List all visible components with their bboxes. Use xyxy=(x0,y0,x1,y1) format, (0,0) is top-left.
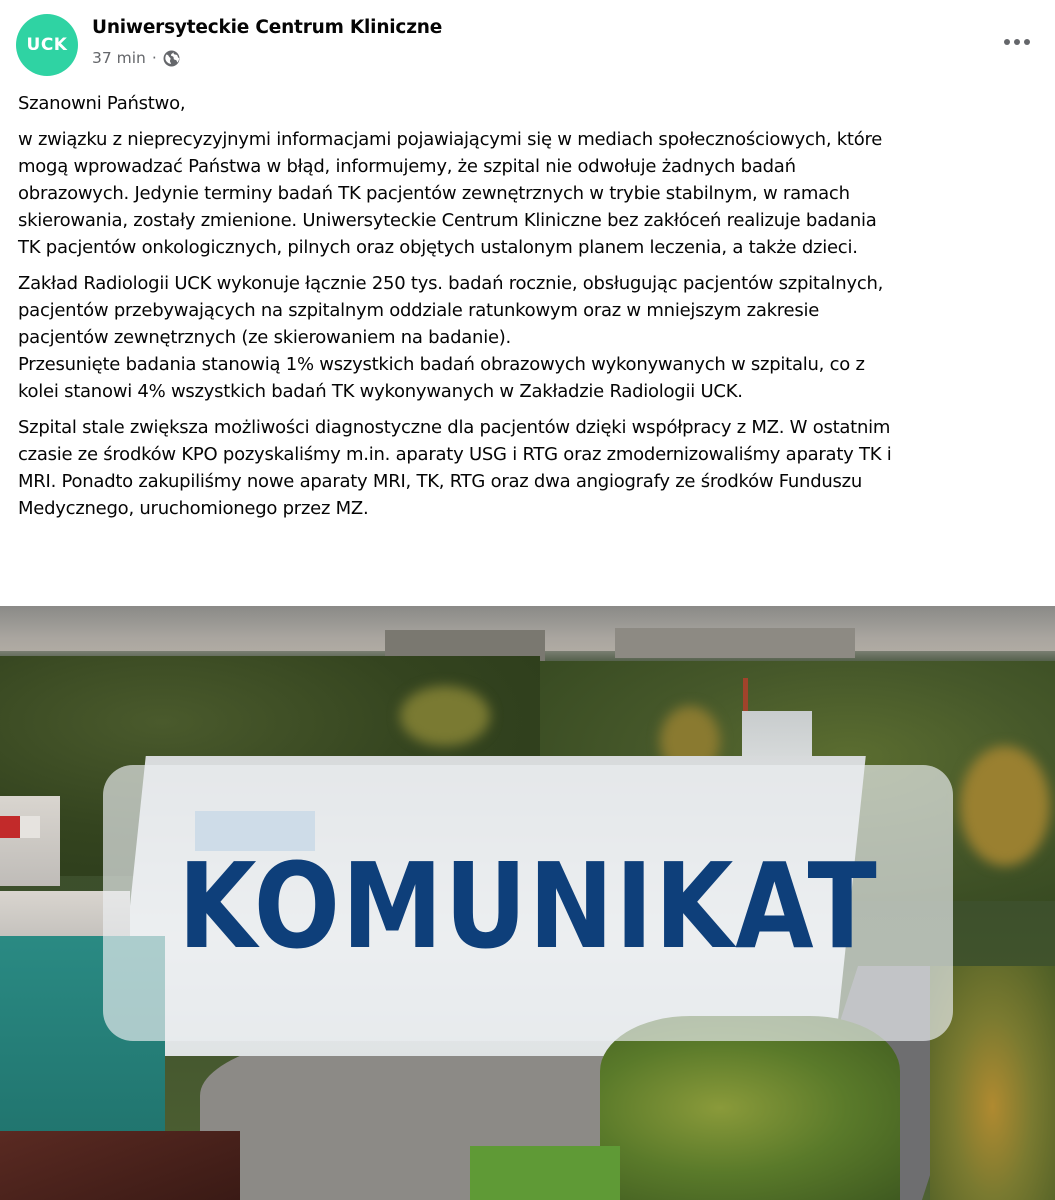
meta-separator: · xyxy=(151,49,157,67)
text-line: Medycznego, uruchomionego przez MZ. xyxy=(18,498,369,519)
text-line: skierowania, zostały zmienione. Uniwersyteckie Centrum Kliniczne bez zakłóceń realizuje badania xyxy=(18,210,877,231)
paragraph-3 xyxy=(18,414,1043,522)
greeting: Szanowni Państwo, xyxy=(18,93,186,114)
post-meta xyxy=(92,49,180,67)
announcement-banner xyxy=(103,765,953,1041)
text-line: w związku z nieprecyzyjnymi informacjami pojawiającymi się w mediach społecznościowych, które xyxy=(18,129,883,150)
photo-checker xyxy=(0,816,40,838)
text-line: TK pacjentów onkologicznych, pilnych oraz objętych ustalonym planem leczenia, a także dzieci. xyxy=(18,237,858,258)
photo-city xyxy=(615,628,855,658)
text-line: Przesunięte badania stanowią 1% wszystkich badań obrazowych wykonywanych w szpitalu, co z xyxy=(18,354,865,375)
text-line: Szpital stale zwiększa możliwości diagnostyczne dla pacjentów dzięki współpracy z MZ. W ostatnim xyxy=(18,417,891,438)
text-line: kolei stanowi 4% wszystkich badań TK wykonywanych w Zakładzie Radiologii UCK. xyxy=(18,381,743,402)
page-avatar[interactable] xyxy=(16,14,78,76)
text-line: pacjentów przebywających na szpitalnym oddziale ratunkowym oraz w mniejszym zakresie xyxy=(18,300,820,321)
text-line: Zakład Radiologii UCK wykonuje łącznie 250 tys. badań rocznie, obsługując pacjentów szpitalnych, xyxy=(18,273,884,294)
page-name-link[interactable]: Uniwersyteckie Centrum Kliniczne xyxy=(92,17,443,38)
more-options-button[interactable] xyxy=(997,28,1037,56)
photo-trees xyxy=(600,1016,900,1200)
post-text xyxy=(18,90,1043,531)
dot-icon xyxy=(1014,39,1020,45)
photo-roof xyxy=(0,1131,240,1200)
text-line: mogą wprowadzać Państwa w błąd, informujemy, że szpital nie odwołuje żadnych badań xyxy=(18,156,796,177)
paragraph-1 xyxy=(18,126,1043,261)
text-line: czasie ze środków KPO pozyskaliśmy m.in. aparaty USG i RTG oraz zmodernizowaliśmy aparaty TK i xyxy=(18,444,892,465)
post-image[interactable] xyxy=(0,606,1055,1200)
text-line: obrazowych. Jedynie terminy badań TK pacjentów zewnętrznych w trybie stabilnym, w ramach xyxy=(18,183,850,204)
photo-tree xyxy=(400,686,490,746)
post-header xyxy=(16,14,1041,76)
text-line: MRI. Ponadto zakupiliśmy nowe aparaty MRI, TK, RTG oraz dwa angiografy ze środków Funduszu xyxy=(18,471,863,492)
text-line: pacjentów zewnętrznych (ze skierowaniem na badanie). xyxy=(18,327,512,348)
announcement-title: KOMUNIKAT xyxy=(177,837,879,975)
paragraph-2 xyxy=(18,270,1043,405)
photo-tree xyxy=(960,746,1050,866)
globe-icon[interactable] xyxy=(163,50,180,67)
dot-icon xyxy=(1024,39,1030,45)
photo-lawn xyxy=(470,1146,620,1200)
dot-icon xyxy=(1004,39,1010,45)
avatar-logo-text: UCK xyxy=(26,35,68,55)
post-timestamp[interactable]: 37 min xyxy=(92,49,146,67)
photo-building xyxy=(0,796,60,886)
